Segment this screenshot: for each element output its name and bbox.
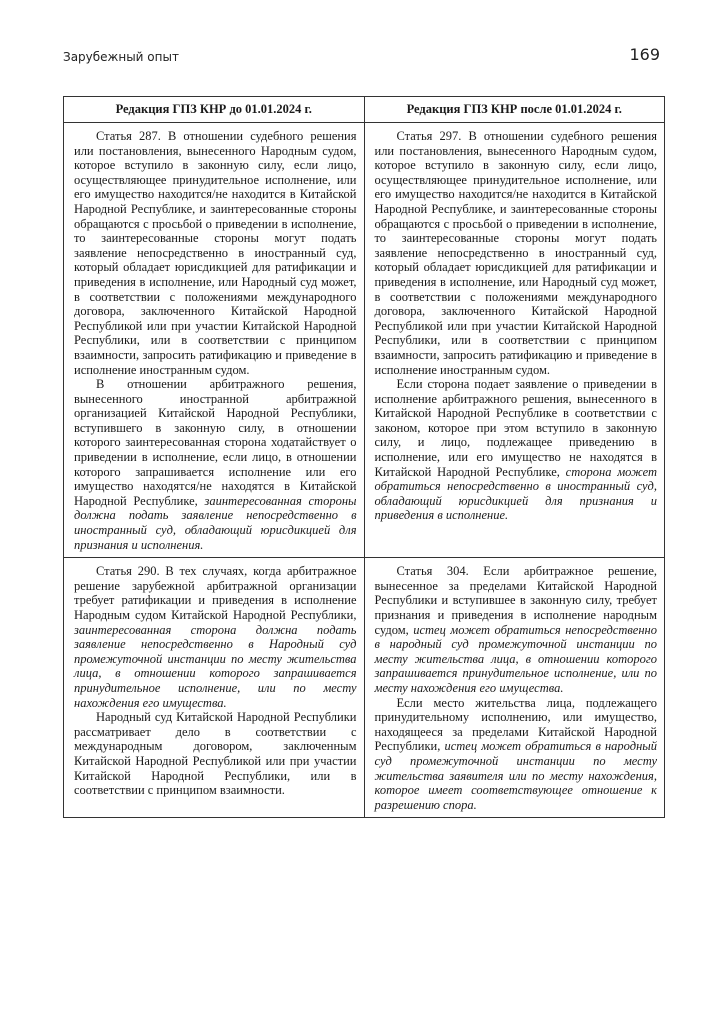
paragraph — [375, 564, 658, 695]
column-header-before: Редакция ГПЗ КНР до 01.01.2024 г. — [64, 97, 365, 123]
paragraph — [375, 696, 658, 813]
cell-before-article-290 — [64, 558, 365, 818]
paragraph-text: В отношении арбитражного решения, вынесенного иностранной арбитражной организацией Китайской Народной Республики, вступившего в законную силу, в отношении которого заинтересованная сторона ходатайствует о приведении в исполнение, если лицо, в отношении которого запрашивается исполнение или его имущество находятся/не находятся в Китайской Народной Республике, — [74, 377, 357, 508]
table-header-row — [64, 97, 665, 123]
paragraph: Статья 297. В отношении судебного решения или постановления, вынесенного Народным судом, которое вступило в законную силу, если лицо, осуществляющее принудительное исполнение, или его имущество находится/не находится в Китайской Народной Республике, и заинтересованные стороны обращаются с просьбой о приведении в исполнение, то заинтересованные стороны могут подать заявление непосредственно в иностранный суд, который обладает юрисдикцией для ратификации и приведения в исполнение, или Народный суд может, в соответствии с положениями международного договора, заключенного Китайской Народной Республикой или при участии Китайской Народной Республики, или в соответствии с принципом взаимности, запросить ратификацию и приведение в исполнение иностранным судом. — [374, 129, 657, 377]
emphasized-text: истец может обратиться в народный суд промежуточной инстанции по месту жительства заявителя или по месту нахождения, которое имеет соответствующее отношение к разрешению спора. — [374, 739, 658, 812]
paragraph — [375, 377, 658, 523]
paragraph-text: Если место жительства лица, подлежащего принудительному исполнению, или имущество, находящееся за пределами Китайской Народной Республики, — [374, 695, 657, 754]
paragraph — [74, 564, 357, 710]
paragraph: Статья 287. В отношении судебного решения или постановления, вынесенного Народным судом, которое вступило в законную силу, если лицо, осуществляющее принудительное исполнение, или его имущество находится/не находится в Китайской Народной Республике, и заинтересованные стороны обращаются с просьбой о приведении в исполнение, то заинтересованные стороны могут подать заявление непосредственно в иностранный суд, который обладает юрисдикцией для ратификации и приведения в исполнение, или Народный суд может, в соответствии с положениями международного договора, заключенного Китайской Народной Республикой или при участии Китайской Народной Республики, или в соответствии с принципом взаимности, запросить ратификацию и приведение в исполнение иностранным судом. — [74, 129, 357, 377]
comparison-table — [63, 96, 665, 818]
table-row — [64, 558, 665, 818]
cell-after-article-304 — [364, 558, 665, 818]
column-header-after: Редакция ГПЗ КНР после 01.01.2024 г. — [364, 97, 665, 123]
page-number: 169 — [629, 45, 660, 64]
cell-after-article-297 — [364, 123, 665, 558]
emphasized-text: заинтересованная сторона должна подать заявление непосредственно в Народный суд промежуточной инстанции по месту жительства лица, в отношении которого запрашивается принудительное исполнение, или по месту нахождения его имущества. — [74, 622, 357, 710]
paragraph-text: Статья 290. В тех случаях, когда арбитражное решение зарубежной арбитражной организации требует ратификации и приведения в исполнение Народным судом Китайской Народной Республики, — [74, 564, 357, 622]
table-row — [64, 123, 665, 558]
paragraph-text: Если сторона подает заявление о приведении в исполнение арбитражного решения, вынесенного в Китайской Народной Республике в соответствии с законом, которое при этом вступило в законную силу, и лицо, подлежащее приведению в исполнение, или его имущество не находятся в Китайской Народной Республике, — [374, 377, 657, 479]
emphasized-text: заинтересованная стороны должна подать заявление непосредственно в иностранный суд, обладающий юрисдикцией для признания и исполнения. — [74, 493, 357, 552]
paragraph-text: Статья 304. Если арбитражное решение, вынесенное за пределами Китайской Народной Республики и вступившее в законную силу, требует признания и приведения в исполнение народным судом, — [374, 564, 657, 637]
paragraph: Народный суд Китайской Народной Республики рассматривает дело в соответствии с международным договором, заключенным Китайской Народной Республикой или при участии Китайской Народной Республики, или в соответствии с принципом взаимности. — [74, 710, 357, 798]
emphasized-text: сторона может обратиться непосредственно в иностранный суд, обладающий юрисдикцией для признания и приведения в исполнение. — [374, 464, 657, 523]
paragraph — [74, 377, 357, 552]
cell-before-article-287 — [64, 123, 365, 558]
running-head-section-title: Зарубежный опыт — [63, 50, 179, 64]
emphasized-text: истец может обратиться непосредственно в народный суд промежуточной инстанции по месту жительства лица, в отношении которого запрашивается принудительное исполнение, или по месту нахождения его имущества. — [374, 622, 657, 695]
